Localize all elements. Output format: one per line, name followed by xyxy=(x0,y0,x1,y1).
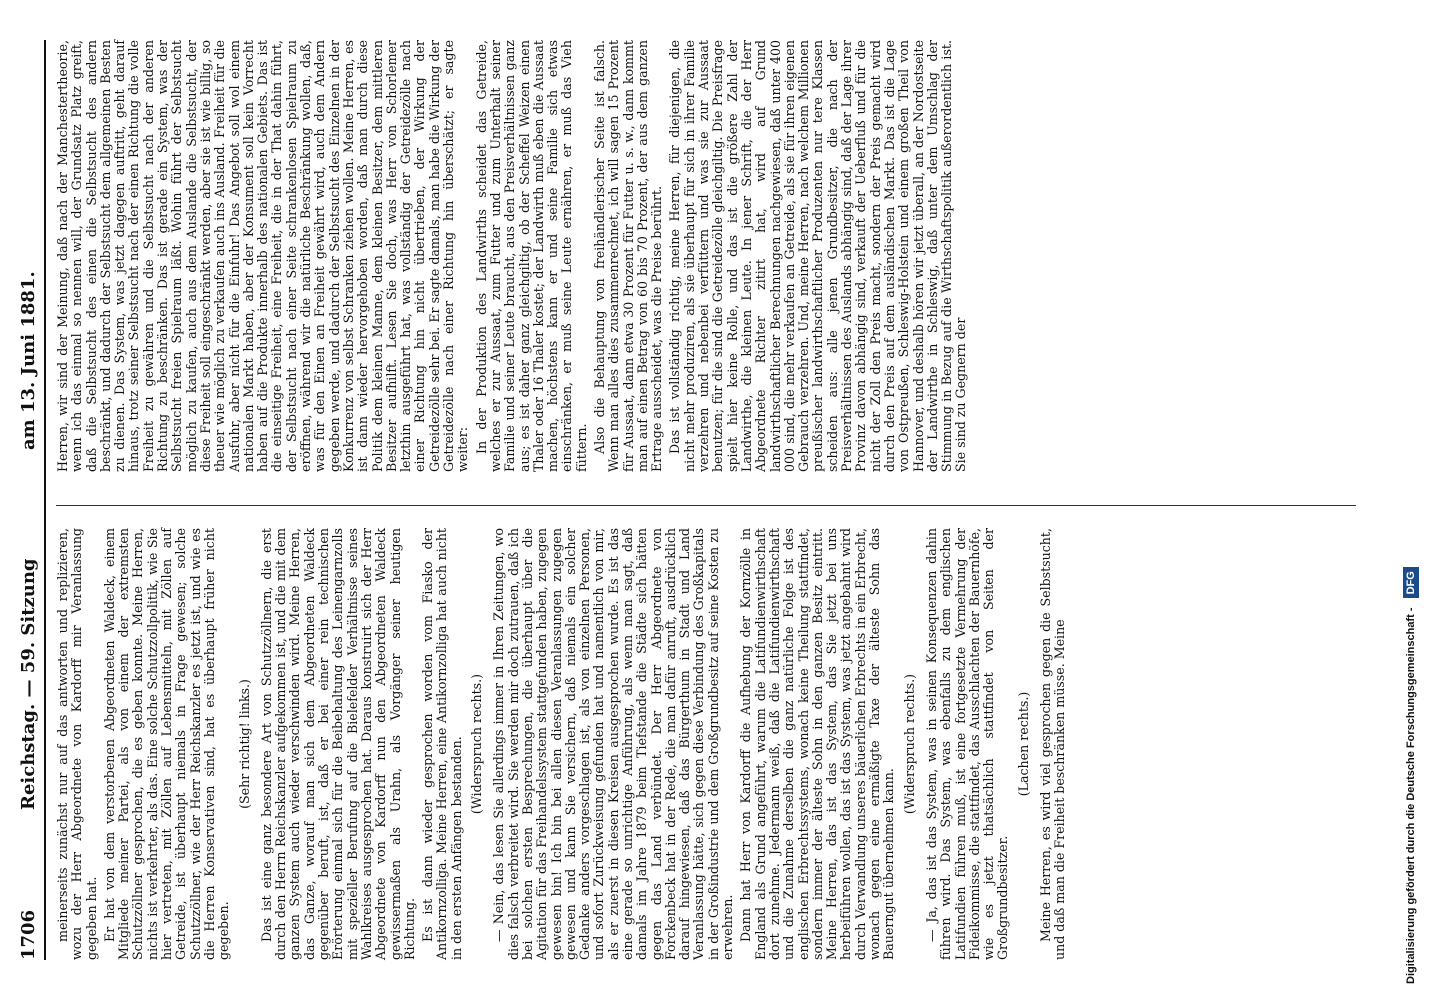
interjection: (Lachen rechts.) xyxy=(1015,691,1031,797)
text-column-right xyxy=(56,40,1356,472)
paragraph: Meine Herren, es wird viel gesprochen gegen die Selbstsucht, und daß man die Freiheit beschränken müsse. Meine xyxy=(1038,528,1068,960)
text-column-left xyxy=(56,528,1226,960)
paragraph: Dann hat Herr von Kardorff die Aufhebung der Kornzölle in England als Grund angeführt, warum die Latifundienwirthschaft dort zunehme. Jedermann weiß, daß die Latifundienwirthschaft und die Zunahme derselben die ganz natürliche Folge ist des englischen Erbrechtssystems, wonach keine Theilung stattfindet, sondern immer der älteste Sohn in den ganzen Besitz eintritt. Meine Herren, das ist das System, das Sie jetzt bei uns herbeiführen wollen, das ist das System, was jetzt angebahnt wird durch Verwandlung unseres bäuerlichen Erbrechts in ein Erbrecht, wonach gegen eine ermäßigte Taxe der älteste Sohn das Bauerngut übernehmen kann. xyxy=(738,528,897,960)
interjection: (Widerspruch rechts.) xyxy=(469,673,485,815)
credit-text: Digitalisierung gefördert durch die Deutsche Forschungsgemeinschaft - xyxy=(1405,607,1417,984)
paragraph: Er hat von dem verstorbenen Abgeordneten Waldeck, einem Mitgliede meiner Partei, als von einem der extremsten Schutzzöllner gesprochen, die es geben konnte. Meine Herren, nichts ist verkehrter, als das. Eine solche Schutzzollpolitik, wie Sie hier vertreten, mit Zöllen auf Lebensmitteln, mit Zöllen auf Getreide, ist überhaupt niemals in Frage gewesen; solche Schutzzöllner, wie der Herr Reichskanzler es jetzt ist, und wie es die Herren Konservativen sind, hat es überhaupt früher nicht gegeben. xyxy=(101,528,232,960)
interjection: (Widerspruch rechts.) xyxy=(901,673,917,815)
paragraph: Herren, wir sind der Meinung, daß nach der Manchestertheorie, wenn ich das einmal so nennen will, der Grundsatz Platz greift, daß die Selbstsucht des einen die Selbstsucht des andern beschränkt, und dadurch der Selbstsucht dem allgemeinen Besten zu dienen. Das System, was jetzt dagegen auftritt, geht darauf hinaus, trotz seiner Selbstsucht nach der einen Richtung die volle Freiheit zu gewähren und die Selbstsucht nach der anderen Richtung zu beschränken. Das ist gerade ein System, was der Selbstsucht freien Spielraum läßt. Wohin führt der Selbstsucht möglich zu kaufen, auch aus dem Auslande die Selbstsucht, der diese Freiheit soll eingeschränkt werden, aber sie ist wie billig, so theuer wie möglich zu verkaufen auch ins Ausland. Freiheit für die Ausfuhr, aber nicht für die Einfuhr! Das Angebot soll wol einem nationalen Markt haben, aber der Konsument soll kein Vorrecht haben auf die Produkte innerhalb des nationalen Gebiets. Das ist die einseitige Freiheit, eine Freiheit, die in der That dahin führt, der Selbstsucht nach einer Seite schrankenlosen Spielraum zu eröffnen, während wir die natürliche Beschränkung wollen, daß, was für den Einen an Freiheit gewährt wird, auch dem Andern gegeben werde, und dadurch der Selbstsucht des Einzelnen in der Konkurrenz von selbst Schranken ziehen wollen. Meine Herren, es ist dann wieder hervorgehoben worden, daß man durch diese Politik dem kleinen Manne, dem kleinen Besitzer, dem mittleren Besitzer aufhilft. Lesen Sie doch, was Herr von Schorlemer letzthin ausgeführt hat, was vollständig der Getreidezölle nach einer Richtung hin nicht übertrieben, der Wirkung der Getreidezölle sehr bei. Er sagte damals, man habe die Wirkung der Getreidezölle nach einer Richtung hin überschätzt; er sagte weiter: xyxy=(55,40,471,472)
header-title-right: am 13. Juni 1881. xyxy=(18,271,39,450)
paragraph: In der Produktion des Landwirths scheidet das Getreide, welches er zur Aussaat, zum Futter und zum Unterhalt seiner Familie und seiner Leute braucht, aus den Preisverhältnissen ganz aus; es ist daher ganz gleichgiltig, ob der Scheffel Weizen einen Thaler oder 16 Thaler kostet; der Landwirth muß eben die Aussaat machen, höchstens kann er und seine Familie sich etwas einschränken, er muß seine Leute ernähren, er muß das Vieh füttern. xyxy=(473,40,589,472)
paragraph: meinerseits zunächst nur auf das antworten und replizieren, wozu der Herr Abgeordnete von Kardorff mir Veranlassung gegeben hat. xyxy=(55,528,99,960)
digitization-credit xyxy=(1398,24,1424,984)
header-title-left: Reichstag. — 59. Sitzung xyxy=(18,558,39,810)
paragraph: — Ja, das ist das System, was in seinen Konsequenzen dahin führen wird. Das System, was ebenfalls zu dem englischen Latifundien führen muß, ist eine fortgesetzte Vermehrung der Fideikommisse, die stattfindet, das Ausschlachten der Bauernhöfe, wie es jetzt thatsächlich stattfindet von Seiten der Großgrundbesitzer. xyxy=(923,528,1011,960)
interjection: (Sehr richtig! links.) xyxy=(236,679,252,809)
column-divider xyxy=(56,505,1356,506)
dfg-logo: DFG xyxy=(1403,567,1419,598)
paragraph: Es ist dann wieder gesprochen worden vom Fiasko der Antikornzolliga. Meine Herren, eine Antikornzolliga hat auch nicht in den ersten Anfängen bestanden. xyxy=(420,528,464,960)
page-header xyxy=(14,40,46,960)
paragraph: — Nein, das lesen Sie allerdings immer in Ihren Zeitungen, wo dies falsch verbreitet wird. Sie werden mir doch zutrauen, daß ich bei solchen ersten Besprechungen, die überhaupt über die Agitation für das Freihandelssystem stattgefunden haben, zugegen gewesen bin! Ich bin bei allen diesen Veranlassungen zugegen gewesen und kann Sie versichern, daß niemals ein solcher Gedanke anders vorgeschlagen ist, als von einzelnen Personen, und sofort Zurückweisung gefunden hat und namentlich von mir, als er zuerst in diesen Kreisen ausgesprochen wurde. Es ist das eine gerade so unrichtige Anführung, als wenn man sagt, daß damals im Jahre 1879 beim Tiefstande die Städte sich hätten gegen das Land verbündet. Der Herr Abgeordnete von Forckenbeck hat in der Rede, die man dafür anruft, ausdrücklich darauf hingewiesen, daß das Bürgerthum in Stadt und Land Veranlassung hätte, sich gegen diese Verbindung des Großkapitals in der Großindustrie und dem Großgrundbesitz auf seine Kosten zu erwehren. xyxy=(491,528,736,960)
paragraph: Also die Behauptung von freihändlerischer Seite ist falsch. Wenn man alles dies zusammenrechnet, ich will sagen 15 Prozent für Aussaat, dann etwa 30 Prozent für Futter u. s. w., dann kommt man auf einen Betrag von 60 bis 70 Prozent, der aus dem ganzen Ertrage ausscheidet, was die Preise berührt. xyxy=(591,40,665,472)
page-number: 1706 xyxy=(18,909,39,960)
paragraph: Das ist eine ganz besondere Art von Schutzzöllnern, die erst durch den Herrn Reichskanzler aufgekommen ist, und die mit dem ganzen System auch wieder verschwinden wird. Meine Herren, das Ganze, worauf man sich dem Abgeordneten Waldeck gegenüber beruft, ist, daß er bei einer rein technischen Erörterung einmal sich für die Beibehaltung des Leinengarnzolls mit spezieller Berufung auf die Bielefelder Verhältnisse seines Wahlkreises ausgesprochen hat. Daraus konstruirt sich der Herr Abgeordnete von Kardorff nun den Abgeordneten Waldeck gewissermaßen als Urahn, als Vorgänger seiner heutigen Richtung. xyxy=(258,528,417,960)
paragraph: Das ist vollständig richtig, meine Herren, für diejenigen, die nicht mehr produziren, als sie überhaupt für sich in ihrer Familie verzehren und nebenbei verfüttern und was sie zur Aussaat benutzen; für die sind die Getreidezölle gleichgiltig. Die Preisfrage spielt hier keine Rolle, und das ist die größere Zahl der Landwirthe, die kleinen Leute. In jener Schrift, die der Herr Abgeordnete Richter zitirt hat, wird auf Grund landwirthschaftlicher Berechnungen nachgewiesen, daß unter 400 000 sind, die mehr verkaufen an Getreide, als sie für ihren eigenen Gebrauch verzehren. Und, meine Herren, nach welchem Millionen preußischer landwirthschaftlicher Produzenten nur tere Klassen scheiden aus: alle jenen Grundbesitzer, die nach der Preisverhältnissen des Auslands abhängig sind, daß der Lage ihrer Provinz davon abhängig sind, verkauft der Ueberfluß und für die nicht der Zoll den Preis macht, sondern der Preis gemacht wird durch den Preis auf dem ausländischen Markt. Das ist die Lage von Ostpreußen, Schleswig-Holstein und einem großen Theil von Hannover, und deshalb hören wir jetzt überall, an der Nordostseite der Landwirthe in Schleswig, daß unter dem Umschlag der Stimmung in Bezug auf die Wirthschaftspolitik außerordentlich ist. Sie sind zu Gegnern der xyxy=(667,40,969,472)
